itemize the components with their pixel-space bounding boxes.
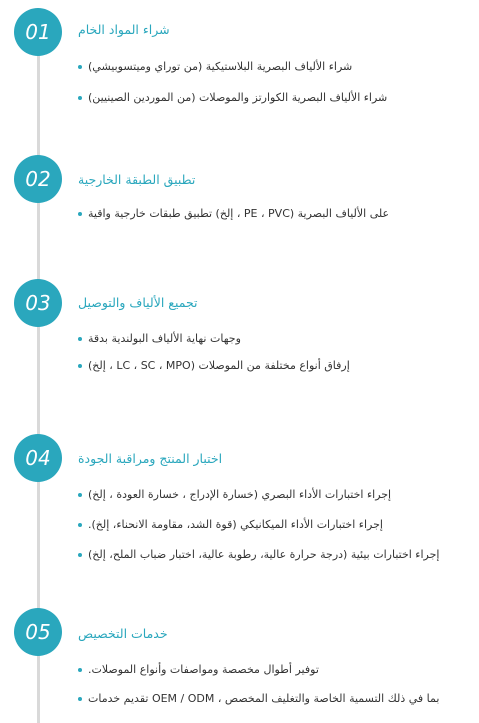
list-item [78,207,389,220]
list-item-text: إجراء اختبارات الأداء الميكانيكي (قوة الشد، مقاومة الانحناء، إلخ). [88,518,383,531]
bullet-dot-icon [78,697,82,701]
list-item-text: بما في ذلك التسمية الخاصة والتغليف المخصص ، OEM / ODM تقديم خدمات [88,692,440,705]
list-item [78,332,241,345]
list-item-text: إرفاق أنواع مختلفة من الموصلات (LC ، SC ، MPO ، إلخ) [88,359,350,372]
list-item-text: وجهات نهاية الألياف البولندية بدقة [88,332,241,345]
list-item-text: توفير أطوال مخصصة ومواصفات وأنواع الموصلات. [88,663,319,676]
list-item [78,548,439,561]
list-item [78,663,319,676]
list-item [78,488,391,501]
step-number-badge: 02 [14,155,62,203]
bullet-dot-icon [78,364,82,368]
bullet-dot-icon [78,337,82,341]
list-item-text: شراء الألياف البصرية البلاستيكية (من توراي وميتسوبيشي) [88,60,353,73]
list-item-text: إجراء اختبارات بيئية (درجة حرارة عالية، رطوبة عالية، اختبار ضباب الملح، إلخ) [88,548,440,561]
list-item [78,359,350,372]
step-title: شراء المواد الخام [78,22,170,37]
step-number-badge: 04 [14,434,62,482]
bullet-dot-icon [78,65,82,69]
bullet-dot-icon [78,523,82,527]
bullet-dot-icon [78,493,82,497]
step-title: اختبار المنتج ومراقبة الجودة [78,451,223,466]
list-item-text: إجراء اختبارات الأداء البصري (خسارة الإدراج ، خسارة العودة ، إلخ) [88,488,392,501]
step-title: تجميع الألياف والتوصيل [78,295,198,310]
bullet-dot-icon [78,668,82,672]
step-number-badge: 03 [14,279,62,327]
bullet-dot-icon [78,96,82,100]
list-item-text: شراء الألياف البصرية الكوارتز والموصلات (من الموردين الصينيين) [88,91,388,104]
step-number-badge: 05 [14,608,62,656]
step-title: تطبيق الطبقة الخارجية [78,172,196,187]
list-item [78,518,383,531]
list-item [78,60,352,73]
bullet-dot-icon [78,553,82,557]
bullet-dot-icon [78,212,82,216]
list-item [78,692,439,705]
list-item [78,91,387,104]
step-number-badge: 01 [14,8,62,56]
step-title: خدمات التخصيص [78,626,168,641]
list-item-text: على الألياف البصرية (PE ، PVC ، إلخ) تطبيق طبقات خارجية واقية [88,207,390,220]
